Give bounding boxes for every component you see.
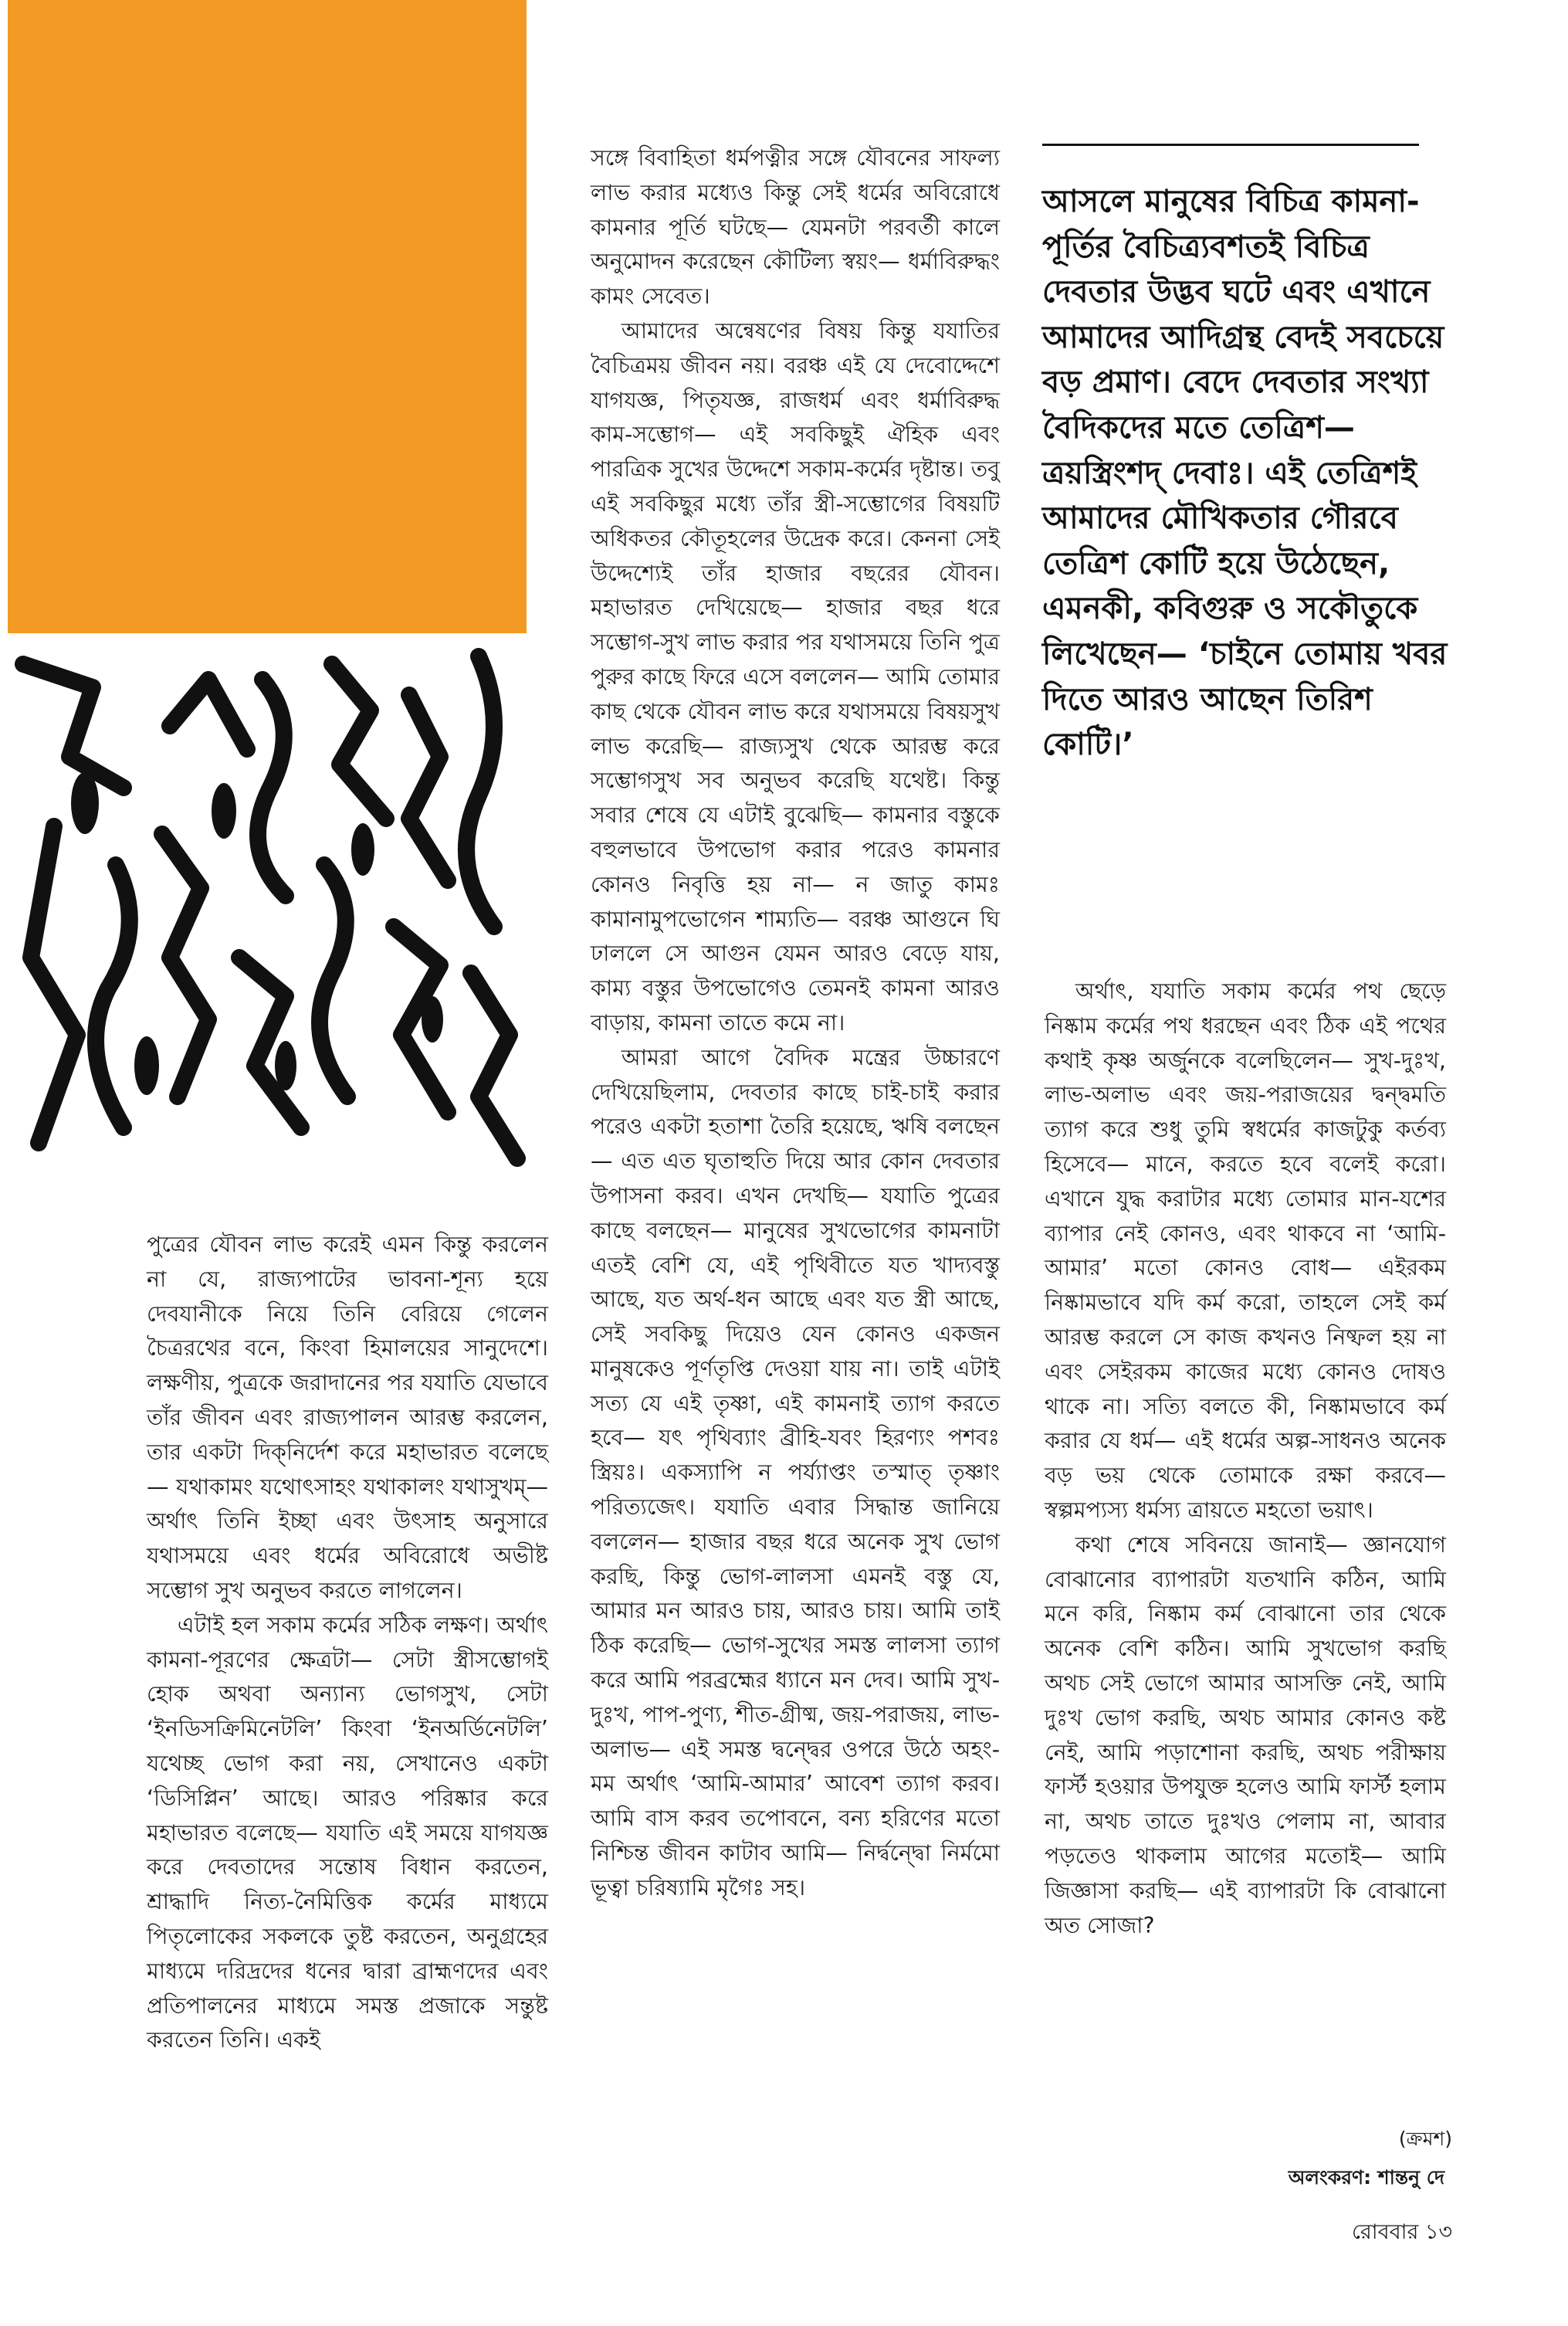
illustration-credit: অলংকরণ: শান্তনু দে <box>1288 2166 1444 2189</box>
paragraph: এটাই হল সকাম কর্মের সঠিক লক্ষণ। অর্থাৎ কামনা-পূরণের ক্ষেত্রটা— সেটা স্ত্রীসম্ভোগই হোক অথবা অন্যান্য ভোগসুখ, সেটা ‘ইনডিসক্রিমিনেটলি’ কিংবা ‘ইনঅর্ডিনেটলি’ যথেচ্ছ ভোগ করা নয়, সেখানেও একটা ‘ডিসিপ্লিন’ আছে। আরও পরিষ্কার করে মহাভারত বলেছে— যযাতি এই সময়ে যাগযজ্ঞ করে দেবতাদের সন্তোষ বিধান করতেন, শ্রাদ্ধাদি নিত্য-নৈমিত্তিক কর্মের মাধ্যমে পিতৃলোকের সকলকে তুষ্ট করতেন, অনুগ্রহের মাধ্যমে দরিদ্রদের ধনের দ্বারা ব্রাহ্মণদের এবং প্রতিপালনের মাধ্যমে সমস্ত প্রজাকে সন্তুষ্ট করতেন তিনি। একই <box>147 1612 548 2053</box>
pull-quote-rule <box>1042 144 1419 146</box>
paragraph: আমাদের অন্বেষণের বিষয় কিন্তু যযাতির বৈচিত্রময় জীবন নয়। বরঞ্চ এই যে দেবোদ্দেশে যাগযজ্ঞ, পিতৃযজ্ঞ, রাজধর্ম এবং ধর্মাবিরুদ্ধ কাম-সম্ভোগ— এই সবকিছুই ঐহিক এবং পারত্রিক সুখের উদ্দেশে সকাম-কর্মের দৃষ্টান্ত। তবু এই সবকিছুর মধ্যে তাঁর স্ত্রী-সম্ভোগের বিষয়টি অধিকতর কৌতূহলের উদ্রেক করে। কেননা সেই উদ্দেশ্যেই তাঁর হাজার বছরের যৌবন। মহাভারত দেখিয়েছে— হাজার বছর ধরে সম্ভোগ-সুখ লাভ করার পর যথাসময়ে তিনি পুত্র পুরুর কাছে ফিরে এসে বললেন— আমি তোমার কাছ থেকে যৌবন লাভ করে যথাসময়ে বিষয়সুখ লাভ করেছি— রাজ্যসুখ থেকে আরম্ভ করে সম্ভোগসুখ সব অনুভব করেছি যথেষ্ট। কিন্তু সবার শেষে যে এটাই বুঝেছি— কামনার বস্তুকে বহুলভাবে উপভোগ করার পরেও কামনার কোনও নিবৃত্তি হয় না— ন জাতু কামঃ কামানামুপভোগেন শাম্যতি— বরঞ্চ আগুনে ঘি ঢাললে সে আগুন যেমন আরও বেড়ে যায়, কাম্য বস্তুর উপভোগেও তেমনই কামনা আরও বাড়ায়, কামনা তাতে কমে না। <box>591 317 1000 1036</box>
continued-note: (ক্রমশ) <box>1398 2128 1452 2150</box>
article-column-3 <box>1045 975 1446 1943</box>
article-column-1 <box>147 1228 548 2058</box>
page-number: ১৩ <box>1424 2220 1452 2244</box>
paragraph: অর্থাৎ, যযাতি সকাম কর্মের পথ ছেড়ে নিষ্কাম কর্মের পথ ধরছেন এবং ঠিক এই পথের কথাই কৃষ্ণ অর্জুনকে বলেছিলেন— সুখ-দুঃখ, লাভ-অলাভ এবং জয়-পরাজয়ের দ্বন্দ্বমতি ত্যাগ করে শুধু তুমি স্বধর্মের কাজটুকু কর্তব্য হিসেবে— মানে, করতে হবে বলেই করো। এখানে যুদ্ধ করাটার মধ্যে তোমার মান-যশের ব্যাপার নেই কোনও, এবং থাকবে না ‘আমি-আমার’ মতো কোনও বোধ— এইরকম নিষ্কামভাবে যদি কর্ম করো, তাহলে সেই কর্ম আরম্ভ করলে সে কাজ কখনও নিষ্ফল হয় না এবং সেইরকম কাজের মধ্যে কোনও দোষও থাকে না। সত্যি বলতে কী, নিষ্কামভাবে কর্ম করার যে ধর্ম— এই ধর্মের অল্প-সাধনও অনেক বড় ভয় থেকে তোমাকে রক্ষা করবে— স্বল্পমপ্যস্য ধর্মস্য ত্রায়তে মহতো ভয়াৎ। <box>1045 978 1446 1523</box>
paragraph: কথা শেষে সবিনয়ে জানাই— জ্ঞানযোগ বোঝানোর ব্যাপারটা যতখানি কঠিন, আমি মনে করি, নিষ্কাম কর্ম বোঝানো তার থেকে অনেক বেশি কঠিন। আমি সুখভোগ করছি অথচ সেই ভোগে আমার আসক্তি নেই, আমি দুঃখ ভোগ করছি, অথচ আমার কোনও কষ্ট নেই, আমি পড়াশোনা করছি, অথচ পরীক্ষায় ফার্স্ট হওয়ার উপযুক্ত হলেও আমি ফার্স্ট হলাম না, অথচ তাতে দুঃখও পেলাম না, আবার পড়তেও থাকলাম আগের মতোই— আমি জিজ্ঞাসা করছি— এই ব্যাপারটা কি বোঝানো অত সোজা? <box>1045 1531 1446 1938</box>
paragraph: পুত্রের যৌবন লাভ করেই এমন কিন্তু করলেন না যে, রাজ্যপাটের ভাবনা-শূন্য হয়ে দেবযানীকে নিয়ে তিনি বেরিয়ে গেলেন চৈত্ররথের বনে, কিংবা হিমালয়ের সানুদেশে। লক্ষণীয়, পুত্রকে জরাদানের পর যযাতি যেভাবে তাঁর জীবন এবং রাজ্যপালন আরম্ভ করলেন, তার একটা দিক্‌নির্দেশ করে মহাভারত বলেছে— যথাকামং যথোৎসাহং যথাকালং যথাসুখম্‌— অর্থাৎ তিনি ইচ্ছা এবং উৎসাহ অনুসারে যথাসময়ে এবং ধর্মের অবিরোধে অভীষ্ট সম্ভোগ সুখ অনুভব করতে লাগলেন। <box>147 1232 548 1603</box>
article-column-2 <box>591 141 1000 1906</box>
pull-quote: আসলে মানুষের বিচিত্র কামনা-পূর্তির বৈচিত্র্যবশতই বিচিত্র দেবতার উদ্ভব ঘটে এবং এখানে আমাদের আদিগ্রন্থ বেদই সবচেয়ে বড় প্রমাণ। বেদে দেবতার সংখ্যা বৈদিকদের মতে তেত্রিশ— ত্রয়স্ত্রিংশদ্‌ দেবাঃ। এই তেত্রিশই আমাদের মৌখিকতার গৌরবে তেত্রিশ কোটি হয়ে উঠেছেন, এমনকী, কবিগুরু ও সকৌতুকে লিখেছেন— ‘চাইনে তোমায় খবর দিতে আরও আছেন তিরিশ কোটি।’ <box>1042 184 1448 763</box>
paragraph: আমরা আগে বৈদিক মন্ত্রের উচ্চারণে দেখিয়েছিলাম, দেবতার কাছে চাই-চাই করার পরেও একটা হতাশা তৈরি হয়েছে, ঋষি বলছেন— এত এত ঘৃতাহুতি দিয়ে আর কোন দেবতার উপাসনা করব। এখন দেখছি— যযাতি পুত্রের কাছে বলছেন— মানুষের সুখভোগের কামনাটা এতই বেশি যে, এই পৃথিবীতে যত খাদ্যবস্তু আছে, যত অর্থ-ধন আছে এবং যত স্ত্রী আছে, সেই সবকিছু দিয়েও যেন কোনও একজন মানুষকেও পূর্ণতৃপ্তি দেওয়া যায় না। তাই এটাই সত্য যে এই তৃষ্ণা, এই কামনাই ত্যাগ করতে হবে— যৎ পৃথিব্যাং ব্রীহি-যবং হিরণ্যং পশবঃ স্ত্রিয়ঃ। একস্যাপি ন পর্য্যাপ্তং তস্মাত্‌ তৃষ্ণাং পরিত্যজেৎ। যযাতি এবার সিদ্ধান্ত জানিয়ে বললেন— হাজার বছর ধরে অনেক সুখ ভোগ করছি, কিন্তু ভোগ-লালসা এমনই বস্তু যে, আমার মন আরও চায়, আরও চায়। আমি তাই ঠিক করেছি— ভোগ-সুখের সমস্ত লালসা ত্যাগ করে আমি পরব্রহ্মের ধ্যানে মন দেব। আমি সুখ-দুঃখ, পাপ-পুণ্য, শীত-গ্রীষ্ম, জয়-পরাজয়, লাভ-অলাভ— এই সমস্ত দ্বন্দ্বের ওপরে উঠে অহং-মম অর্থাৎ ‘আমি-আমার’ আবেশ ত্যাগ করব। আমি বাস করব তপোবনে, বন্য হরিণের মতো নিশ্চিন্ত জীবন কাটাব আমি— নির্দ্বন্দ্বো নির্মমো ভূত্বা চরিষ্যামি মৃগৈঃ সহ। <box>591 1044 1000 1900</box>
page-footer <box>1352 2216 1452 2251</box>
orange-accent-panel <box>8 0 527 680</box>
tribal-artwork-illustration <box>8 633 527 1174</box>
publication-name: রোববার <box>1351 2220 1419 2244</box>
paragraph: সঙ্গে বিবাহিতা ধর্মপত্নীর সঙ্গে যৌবনের সাফল্য লাভ করার মধ্যেও কিন্তু সেই ধর্মের অবিরোধে কামনার পূর্তি ঘটছে— যেমনটা পরবর্তী কালে অনুমোদন করেছেন কৌটিল্য স্বয়ং— ধর্মাবিরুদ্ধং কামং সেবেত। <box>591 145 1000 310</box>
